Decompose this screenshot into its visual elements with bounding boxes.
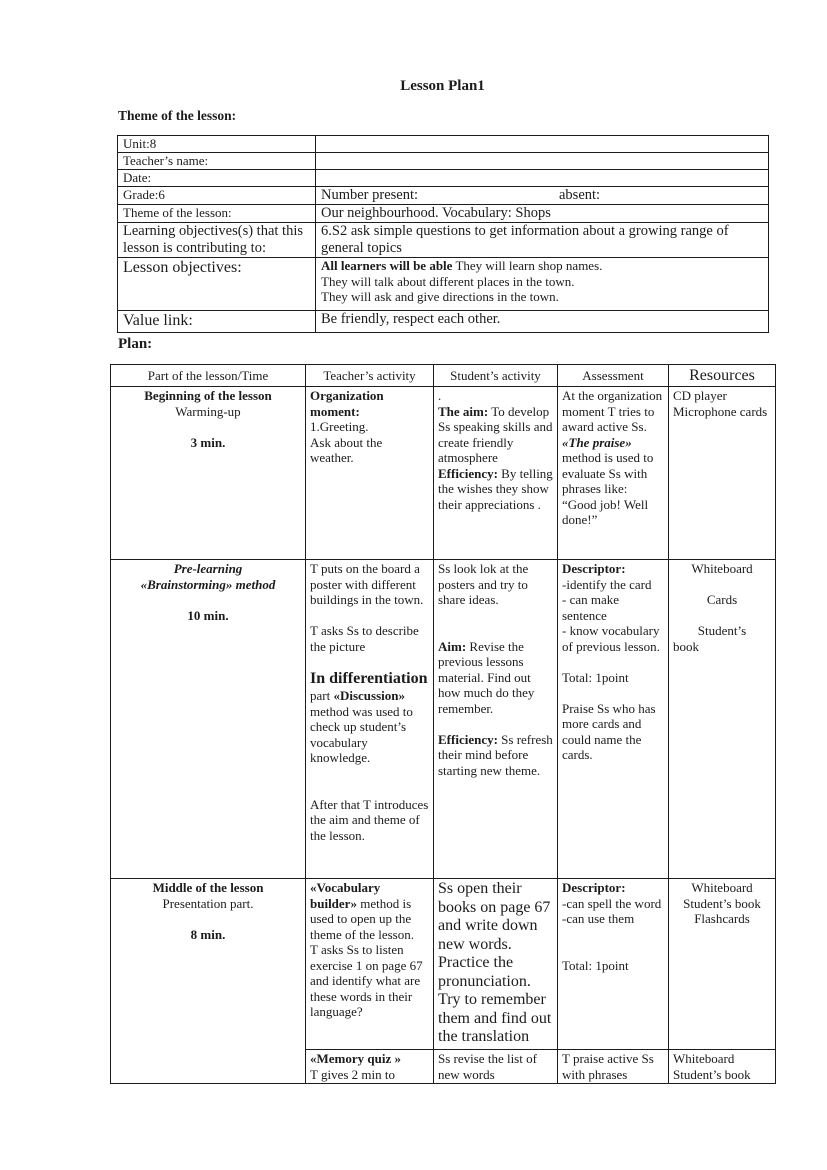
- cell-assessment-memory-quiz: T praise active Ss with phrases: [558, 1050, 669, 1084]
- info-label-theme: Theme of the lesson:: [118, 205, 316, 223]
- info-label-learning-objectives: Learning objectives(s) that this lesson is contributing to:: [118, 223, 316, 258]
- theme-heading: Theme of the lesson:: [118, 108, 237, 123]
- info-value-value-link: Be friendly, respect each other.: [316, 311, 769, 333]
- cell-student-middle: Ss open their books on page 67 and write down new words. Practice the pronunciation. Try to remember them and find out the translation: [434, 879, 558, 1050]
- info-value-lesson-objectives: All learners will be able They will learn shop names. They will talk about different places in the town. They will ask and give directions in the town.: [316, 258, 769, 311]
- cell-teacher-middle: «Vocabulary builder» method is used to open up the theme of the lesson. T asks Ss to listen exercise 1 on page 67 and identify what are these words in their language?: [306, 879, 434, 1050]
- info-value-learning-objectives: 6.S2 ask simple questions to get information about a growing range of general topics: [316, 223, 769, 258]
- cell-teacher-pre-learning: T puts on the board a poster with different buildings in the town. T asks Ss to describe the picture In differentiation part «Discussion» method was used to check up student’s vocabulary knowledge. After that T introduces the aim and theme of the lesson.: [306, 560, 434, 879]
- cell-part-middle: Middle of the lesson Presentation part. 8 min.: [111, 879, 306, 1084]
- page-title: Lesson Plan1: [400, 78, 485, 94]
- info-label-teacher-name: Teacher’s name:: [118, 153, 316, 170]
- plan-row-middle: [111, 879, 776, 1050]
- cell-student-memory-quiz: Ss revise the list of new words: [434, 1050, 558, 1084]
- header-part-of-lesson: Part of the lesson/Time: [111, 365, 306, 387]
- lesson-plan-table: [110, 364, 776, 1084]
- info-label-value-link: Value link:: [118, 311, 316, 333]
- absent-label: absent:: [559, 187, 601, 203]
- cell-assessment-middle: Descriptor: -can spell the word -can use them Total: 1point: [558, 879, 669, 1050]
- header-student-activity: Student’s activity: [434, 365, 558, 387]
- header-assessment: Assessment: [558, 365, 669, 387]
- info-label-lesson-objectives: Lesson objectives:: [118, 258, 316, 311]
- cell-resources-beginning: CD player Microphone cards: [669, 387, 776, 560]
- cell-assessment-beginning: At the organization moment T tries to award active Ss. «The praise» method is used to evaluate Ss with phrases like: “Good job! Well done!”: [558, 387, 669, 560]
- cell-part-beginning: Beginning of the lesson Warming-up 3 min.: [111, 387, 306, 560]
- plan-row-beginning: [111, 387, 776, 560]
- info-value-attendance: [316, 187, 769, 205]
- cell-resources-middle: Whiteboard Student’s book Flashcards: [669, 879, 776, 1050]
- cell-resources-pre-learning: Whiteboard Cards Student’s book: [669, 560, 776, 879]
- cell-teacher-memory-quiz: «Memory quiz » T gives 2 min to: [306, 1050, 434, 1084]
- plan-header-row: [111, 365, 776, 387]
- cell-part-pre-learning: Pre-learning «Brainstorming» method 10 min.: [111, 560, 306, 879]
- lesson-info-table: [117, 135, 769, 333]
- header-teacher-activity: Teacher’s activity: [306, 365, 434, 387]
- number-present-label: Number present:: [321, 187, 419, 203]
- cell-student-beginning: . The aim: To develop Ss speaking skills and create friendly atmosphere Efficiency: By telling the wishes they show their appreciations .: [434, 387, 558, 560]
- info-label-grade: Grade:6: [118, 187, 316, 205]
- plan-row-pre-learning: [111, 560, 776, 879]
- plan-heading: Plan:: [118, 336, 153, 352]
- info-value-unit: [316, 136, 769, 153]
- info-label-date: Date:: [118, 170, 316, 187]
- info-value-date: [316, 170, 769, 187]
- cell-student-pre-learning: Ss look lok at the posters and try to share ideas. Aim: Revise the previous lessons material. Find out how much do they remember. Efficiency: Ss refresh their mind before starting new theme.: [434, 560, 558, 879]
- info-label-unit: Unit:8: [118, 136, 316, 153]
- cell-assessment-pre-learning: Descriptor: -identify the card - can make sentence - know vocabulary of previous lesson. Total: 1point Praise Ss who has more cards and could name the cards.: [558, 560, 669, 879]
- header-resources: Resources: [669, 365, 776, 387]
- info-value-theme: Our neighbourhood. Vocabulary: Shops: [316, 205, 769, 223]
- cell-resources-memory-quiz: Whiteboard Student’s book: [669, 1050, 776, 1084]
- info-value-teacher-name: [316, 153, 769, 170]
- cell-teacher-beginning: Organization moment: 1.Greeting. Ask about the weather.: [306, 387, 434, 560]
